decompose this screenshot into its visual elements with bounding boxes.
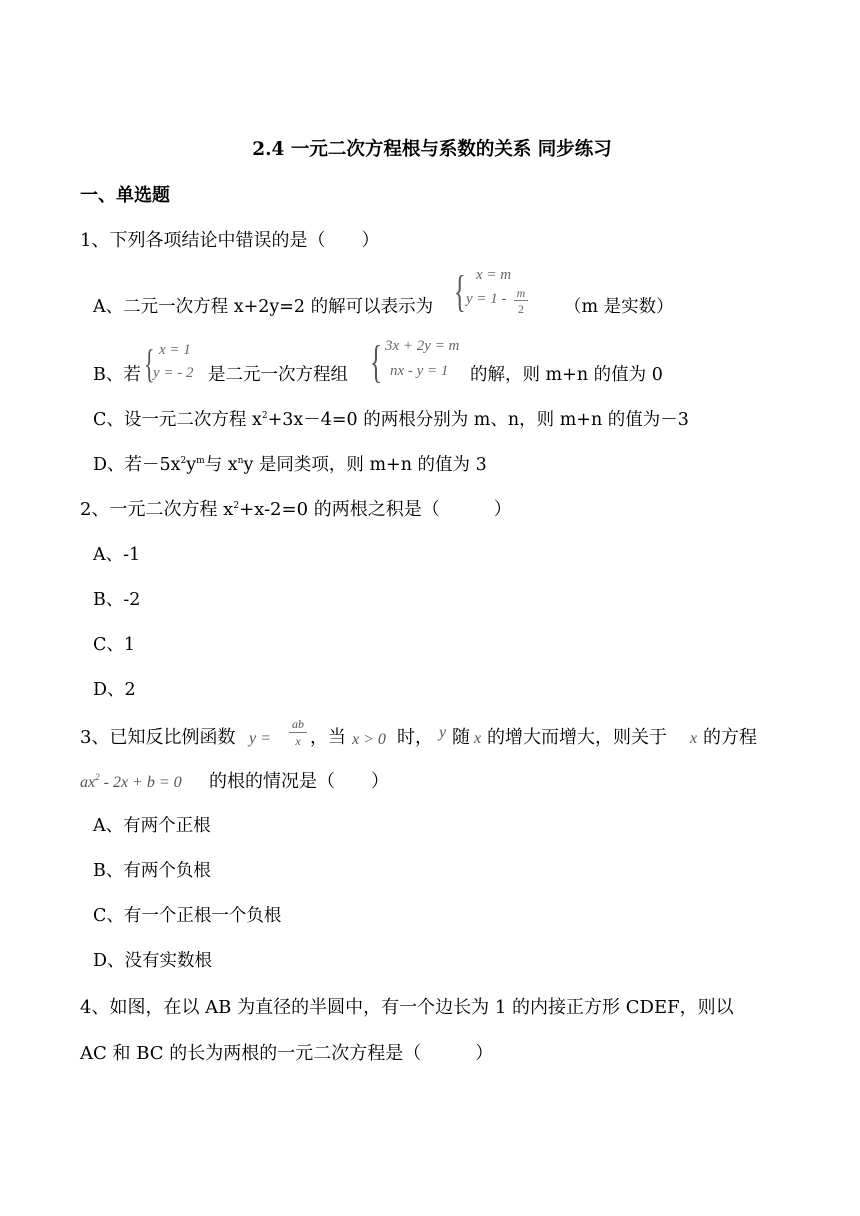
q1-option-b-mid: 是二元一次方程组: [208, 365, 348, 385]
q3-function-num: ab: [292, 717, 304, 731]
q1-option-a-text: A、二元一次方程 x+2y=2 的解可以表示为: [93, 297, 434, 317]
q3-function-y: y =: [249, 730, 271, 747]
q1-option-b: B、若: [93, 365, 141, 385]
question-4-line1: 4、如图，在以 AB 为直径的半圆中，有一个边长为 1 的内接正方形 CDEF，则以: [80, 997, 734, 1018]
q2-option-c: C、1: [93, 635, 136, 655]
q3-line1-c: 时，: [397, 727, 433, 748]
q1-option-a-note: （m 是实数）: [564, 297, 674, 317]
q1-a-frac-den: 2: [518, 302, 524, 316]
q2-option-b: B、-2: [93, 590, 141, 610]
q1-a-brace: {: [454, 267, 466, 316]
q3-option-d: D、没有实数根: [93, 951, 213, 971]
q3-line1-b: ，当: [310, 727, 346, 748]
q1-b-system2-line2: nx - y = 1: [390, 363, 449, 379]
q1-a-system-line1: x = m: [476, 267, 512, 283]
q1-a-frac-num: m: [516, 286, 526, 300]
q3-var-x: x: [474, 730, 482, 747]
q3-line1-f: 的方程: [703, 727, 757, 748]
q2-option-d: D、2: [93, 680, 136, 700]
q3-var-y: y: [439, 724, 447, 741]
q3-line1-d: 随: [452, 727, 470, 748]
q1-b-system1-line1: x = 1: [159, 342, 191, 358]
q1-option-b-post: 的解，则 m+n 的值为 0: [470, 365, 663, 385]
q3-line1-e: 的增大而增大，则关于: [487, 727, 667, 748]
q3-function-den: x: [295, 734, 301, 748]
question-3-line1-a: 3、已知反比例函数: [80, 727, 236, 748]
question-4-line2: AC 和 BC 的长为两根的一元二次方程是（ ）: [80, 1043, 494, 1064]
q3-option-b: B、有两个负根: [93, 861, 211, 881]
q3-option-c: C、有一个正根一个负根: [93, 906, 282, 926]
q3-var-x2: x: [690, 730, 698, 747]
q1-b-system1-line2: y = - 2: [153, 365, 194, 381]
q1-option-a: [93, 299, 433, 317]
q3-function-bar: [289, 732, 307, 733]
q1-b-brace-1: {: [144, 341, 155, 386]
q3-condition: x > 0: [352, 731, 386, 748]
page-title: 2.4 一元二次方程根与系数的关系 同步练习: [252, 139, 612, 160]
question-1-stem: 1、下列各项结论中错误的是（ ）: [80, 230, 380, 251]
q1-option-d: D、若$-5x^2y^m$与 $x^ny$ 是同类项，则 m+n 的值为 3: [93, 455, 487, 475]
q3-equation: $ax^2 - 2x + b = 0$: [80, 772, 182, 791]
q2-option-a: A、-1: [93, 545, 141, 565]
question-2-stem: 2、一元二次方程 $x^2+x-2=0$ 的两根之积是（ ）: [80, 499, 512, 520]
q1-b-system2-line1: 3x + 2y = m: [385, 338, 460, 354]
q1-a-system-line2: y = 1 -: [466, 291, 507, 307]
q1-a-frac-bar: [514, 300, 528, 301]
q3-option-a: A、有两个正根: [93, 816, 211, 836]
question-3-line2: 的根的情况是（ ）: [209, 771, 389, 792]
section-heading: 一、单选题: [80, 185, 170, 206]
q1-option-c: C、设一元二次方程 $x^2+3x-4=0$ 的两根分别为 m、n，则 m+n 的值为－3: [93, 410, 689, 430]
q1-b-brace-2: {: [370, 336, 383, 387]
